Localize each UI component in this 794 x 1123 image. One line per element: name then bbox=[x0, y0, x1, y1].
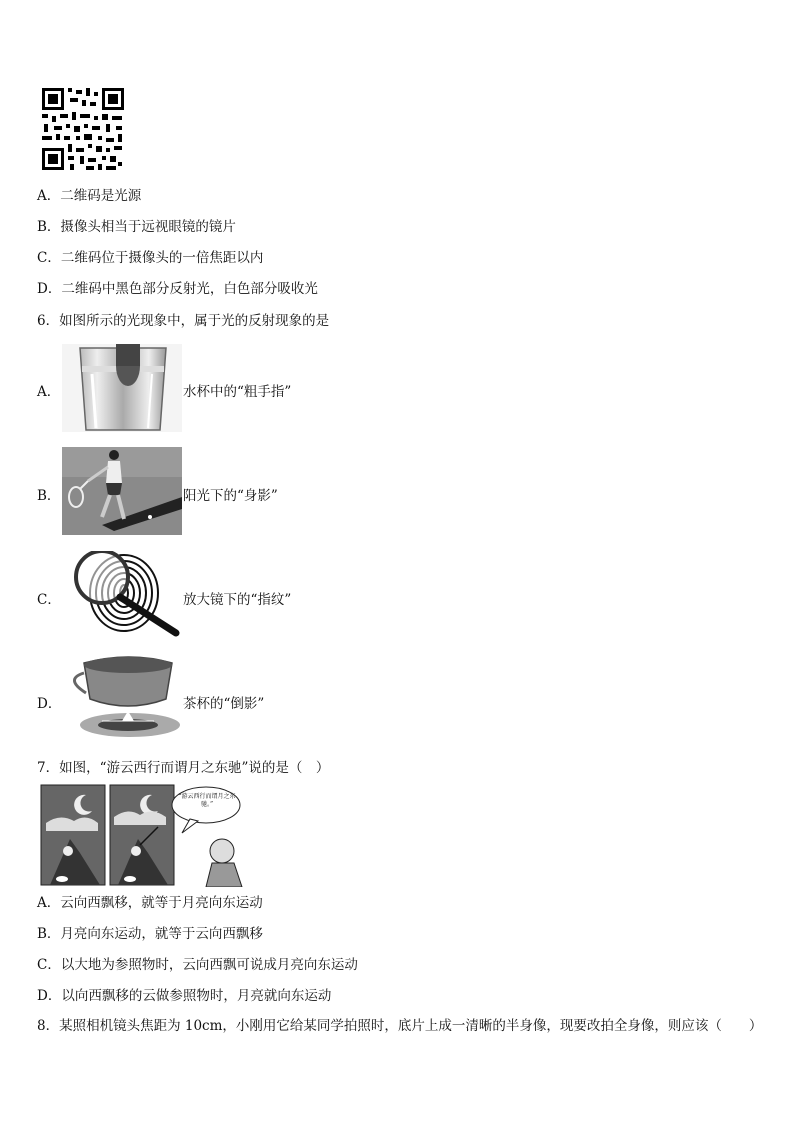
q8-stem: 8．某照相机镜头焦距为 10cm，小刚用它给某同学拍照时，底片上成一清晰的半身像，现要改拍全身像，则应该（ ） bbox=[37, 1018, 763, 1034]
q7-option-d: D．以向西飘移的云做参照物时，月亮就向东运动 bbox=[37, 988, 332, 1004]
tennis-shadow-image bbox=[62, 447, 182, 535]
glass-finger-image bbox=[62, 344, 182, 432]
q7-option-c: C．以大地为参照物时，云向西飘可说成月亮向东运动 bbox=[37, 957, 358, 973]
q7-stem: 7．如图，“游云西行而谓月之东驰”说的是（ ） bbox=[37, 760, 330, 776]
qr-code-image bbox=[40, 86, 126, 172]
q6-option-a-text: 水杯中的“粗手指” bbox=[183, 384, 292, 400]
q6-option-b-text: 阳光下的“身影” bbox=[183, 488, 278, 504]
q5-option-b: B．摄像头相当于远视眼镜的镜片 bbox=[37, 219, 236, 235]
comic-speech-bubble-text: “游云西行而谓月之东驰。” bbox=[178, 793, 236, 808]
q5-option-d: D．二维码中黑色部分反射光，白色部分吸收光 bbox=[37, 281, 318, 297]
q6-option-c-text: 放大镜下的“指纹” bbox=[183, 592, 292, 608]
q6-option-b-letter: B． bbox=[37, 488, 61, 504]
q6-option-a-letter: A． bbox=[37, 384, 61, 400]
magnifier-fingerprint-image bbox=[62, 551, 182, 639]
q7-option-b: B．月亮向东运动，就等于云向西飘移 bbox=[37, 926, 263, 942]
q6-stem: 6．如图所示的光现象中，属于光的反射现象的是 bbox=[37, 313, 330, 329]
cloud-moon-comic-image bbox=[40, 783, 244, 887]
q5-option-a: A．二维码是光源 bbox=[37, 188, 142, 204]
q6-option-c-letter: C． bbox=[37, 592, 61, 608]
q5-option-c: C．二维码位于摄像头的一倍焦距以内 bbox=[37, 250, 264, 266]
q6-option-d-text: 茶杯的“倒影” bbox=[183, 696, 265, 712]
teacup-reflection-image bbox=[62, 655, 182, 743]
q6-option-d-letter: D． bbox=[37, 696, 62, 712]
q7-option-a: A．云向西飘移，就等于月亮向东运动 bbox=[37, 895, 263, 911]
